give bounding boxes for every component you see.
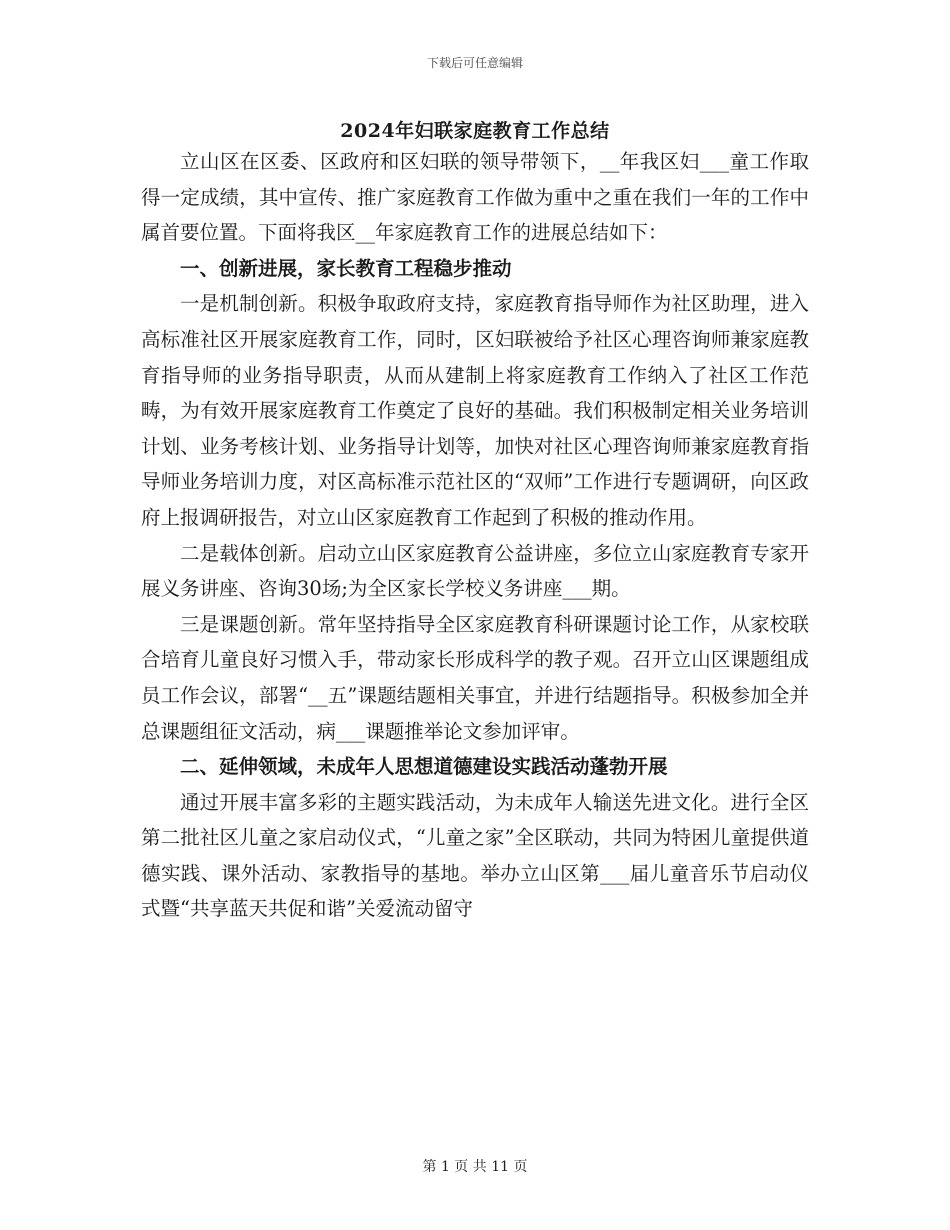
body-paragraph: 一是机制创新。积极争取政府支持，家庭教育指导师作为社区助理，进入高标准社区开展家庭教育工作，同时，区妇联被给予社区心理咨询师兼家庭教育指导师的业务指导职责，从而从建制上将家庭教育工作纳入了社区工作范畴，为有效开展家庭教育工作奠定了良好的基础。我们积极制定相关业务培训计划、业务考核计划、业务指导计划等，加快对社区心理咨询师兼家庭教育指导师业务培训力度，对区高标准示范社区的“双师”工作进行专题调研，向区政府上报调研报告，对立山区家庭教育工作起到了积极的推动作用。	[141, 292, 809, 529]
page-header-note: 下载后可任意编辑	[426, 56, 523, 70]
document-title: 2024年妇联家庭教育工作总结	[340, 120, 610, 142]
intro-paragraph: 立山区在区委、区政府和区妇联的领导带领下，__年我区妇___童工作取得一定成绩，其中宣传、推广家庭教育工作做为重中之重在我们一年的工作中属首要位置。下面将我区__年家庭教育工作的进展总结如下：	[141, 150, 809, 245]
section-heading-1: 一、创新进展，家长教育工程稳步推动	[180, 256, 512, 280]
body-paragraph: 二是载体创新。启动立山区家庭教育公益讲座，多位立山家庭教育专家开展义务讲座、咨询30场;为全区家长学校义务讲座___期。	[141, 541, 809, 601]
document-body	[141, 144, 809, 927]
section-heading-2: 二、延伸领域，未成年人思想道德建设实践活动蓬勃开展	[180, 755, 668, 779]
body-paragraph: 三是课题创新。常年坚持指导全区家庭教育科研课题讨论工作，从家校联合培育儿童良好习惯入手，带动家长形成科学的教子观。召开立山区课题组成员工作会议，部署“__五”课题结题相关事宜，并进行结题指导。积极参加全并总课题组征文活动，病___课题推举论文参加评审。	[141, 612, 809, 743]
body-paragraph: 通过开展丰富多彩的主题实践活动，为未成年人输送先进文化。进行全区第二批社区儿童之家启动仪式，“儿童之家”全区联动，共同为特困儿童提供道德实践、课外活动、家教指导的基地。举办立山区第___届儿童音乐节启动仪式暨“共享蓝天共促和谐”关爱流动留守	[141, 790, 809, 921]
page-footer-page-number: 第 1 页 共 11 页	[422, 1159, 528, 1175]
